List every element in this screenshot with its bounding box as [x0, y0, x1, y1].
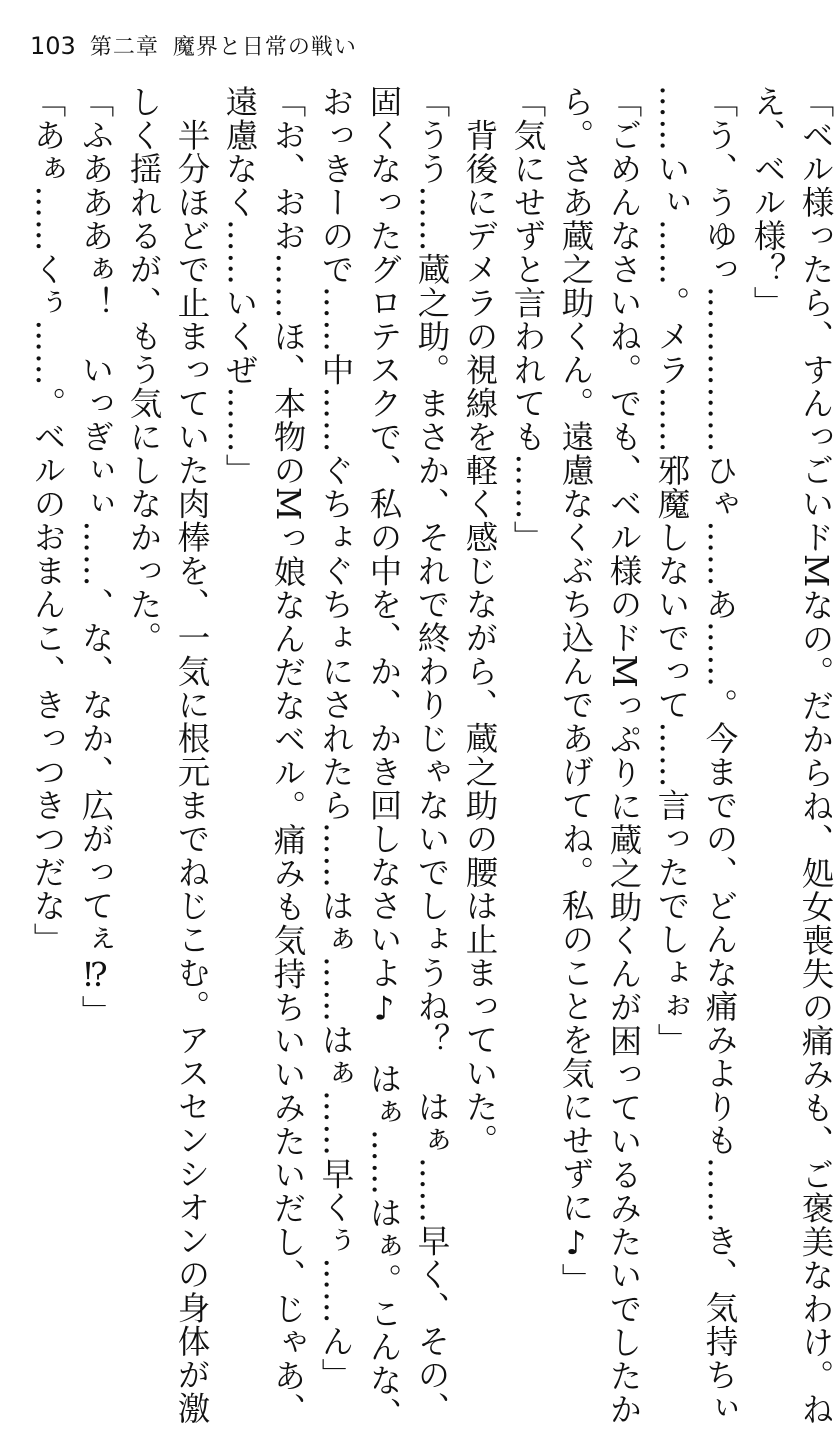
text-line: 背後にデメラの視線を軽く感じながら、蔵之助の腰は止まっていた。 — [461, 85, 499, 1157]
vertical-text-column — [24, 85, 840, 1431]
text-line: 「ふあああぁ！ いっぎぃぃ……、な、なか、広がってぇ⁉」 — [77, 85, 115, 1029]
text-line: 遠慮なく……いくぜ……」 — [221, 85, 259, 487]
body-text-block — [24, 85, 835, 1431]
text-line: 「あぁ……くぅ……。ベルのおまんこ、きっつきつだな」 — [29, 85, 67, 956]
text-line: 半分ほどで止まっていた肉棒を、一気に根元までねじこむ。アスセンシオンの身体が激 — [173, 85, 211, 1425]
chapter-label: 第二章 — [89, 35, 159, 60]
text-line: 固くなったグロテスクで、私の中を、か、かき回しなさいよ♪ はぁ……はぁ。こんな、 — [365, 85, 403, 1431]
text-line: 「お、おお……ほ、本物のMっ娘なんだなベル。痛みも気持ちいいみたいだし、じゃあ、 — [269, 85, 307, 1426]
text-line: 「気にせずと言われても……」 — [509, 85, 547, 554]
page-number: 103 — [30, 32, 76, 60]
chapter-title: 魔界と日常の戦い — [172, 35, 357, 60]
text-line: 「うう……蔵之助。まさか、それで終わりじゃないでしょうね？ はぁ……早く、その、 — [413, 85, 451, 1425]
text-line: ……いぃ……。メラ……邪魔しないでって……言ったでしょぉ」 — [653, 85, 691, 1057]
text-line: 「ごめんなさいね。でも、ベル様のドMっぷりに蔵之助くんが困っているみたいでしたか — [605, 85, 643, 1426]
text-line: おっきーので……中……ぐちょぐちょにされたら……はぁ……はぁ……早くぅ……ん」 — [317, 85, 355, 1392]
text-line: 「ベル様ったら、すんっごいドMなの。だからね、処女喪失の痛みも、ご褒美なわけ。ね — [797, 85, 835, 1426]
text-line: ら。さあ蔵之助くん。遠慮なくぶち込んであげてね。私のことを気にせずに♪」 — [557, 85, 595, 1297]
text-line: しく揺れるが、もう気にしなかった。 — [125, 85, 163, 655]
text-line: え、ベル様？」 — [749, 85, 787, 320]
text-line: 「う、うゆっ……………ひゃ……あ……。今までの、どんな痛みよりも……き、気持ちぃ — [701, 85, 739, 1425]
running-header — [30, 30, 357, 60]
